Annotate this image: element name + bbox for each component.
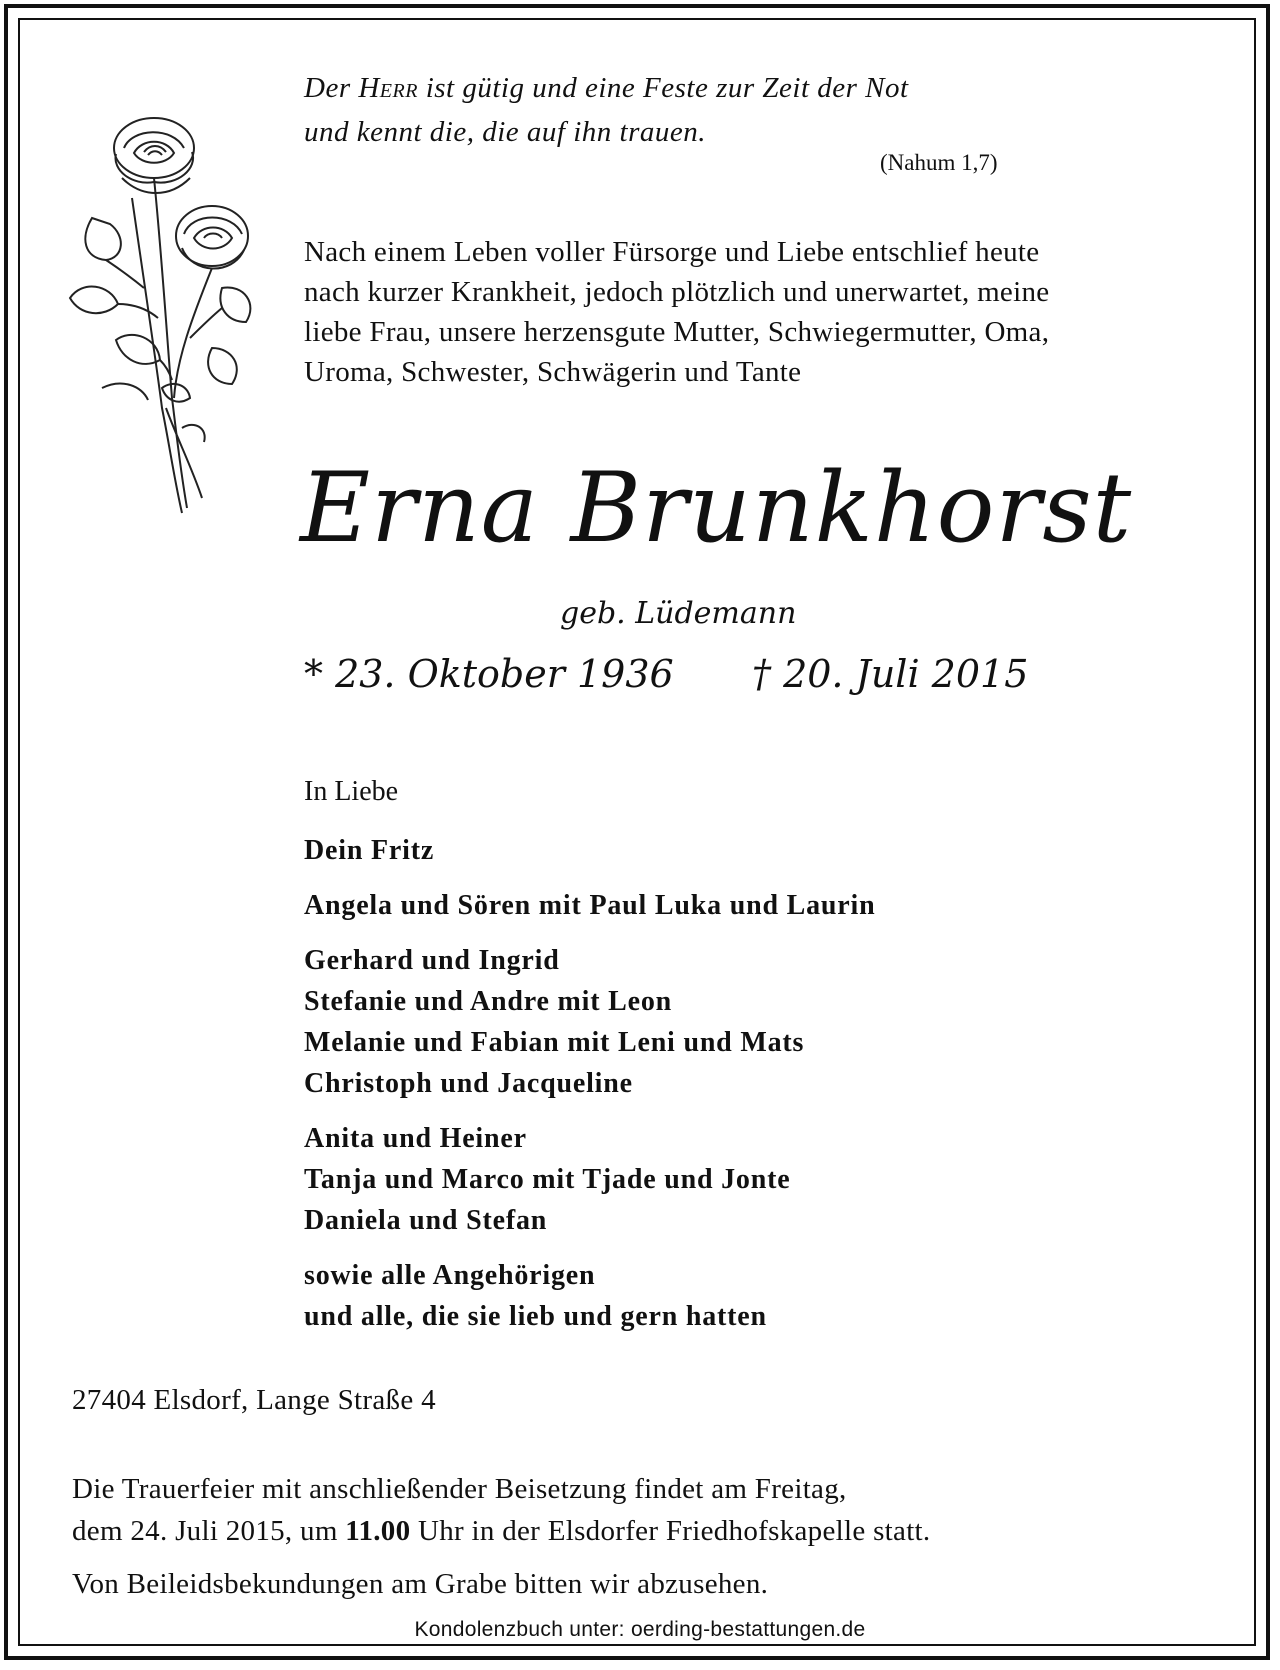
- ceremony-text: Uhr in der Elsdorfer Friedhofskapelle statt.: [410, 1515, 931, 1547]
- verse-text: ist gütig und eine Feste zur Zeit der Not: [417, 72, 909, 104]
- ceremony-info: [72, 1468, 1232, 1552]
- ceremony-line-2: [72, 1510, 1232, 1552]
- family-address: 27404 Elsdorf, Lange Straße 4: [72, 1384, 436, 1416]
- death-date: † 20. Juli 2015: [752, 652, 1029, 696]
- intro-text: [304, 232, 1224, 392]
- ceremony-text: dem 24. Juli 2015, um: [72, 1515, 346, 1547]
- mourner-line: Angela und Sören mit Paul Luka und Laurin: [304, 890, 876, 921]
- mourner-group: [304, 830, 875, 871]
- mourner-group: [304, 1118, 875, 1241]
- rose-illustration: [62, 108, 262, 528]
- mourner-line: Anita und Heiner: [304, 1123, 527, 1154]
- birth-date: * 23. Oktober 1936: [304, 652, 674, 696]
- deceased-name: Erna Brunkhorst: [300, 452, 1133, 564]
- verse-line-2: und kennt die, die auf ihn trauen.: [304, 116, 706, 148]
- verse-reference: (Nahum 1,7): [880, 150, 998, 175]
- mourner-line: sowie alle Angehörigen: [304, 1260, 596, 1291]
- mourner-line: Christoph und Jacqueline: [304, 1068, 633, 1099]
- in-love-label: In Liebe: [304, 776, 399, 807]
- verse-herr: Herr: [358, 72, 418, 104]
- intro-line: liebe Frau, unsere herzensgute Mutter, Schwiegermutter, Oma,: [304, 316, 1050, 348]
- ceremony-line-1: Die Trauerfeier mit anschließender Beisetzung findet am Freitag,: [72, 1473, 847, 1505]
- mourners-list: [304, 830, 875, 1351]
- intro-line: Uroma, Schwester, Schwägerin und Tante: [304, 356, 802, 388]
- mourner-group: [304, 940, 875, 1104]
- bible-verse: [304, 66, 1064, 154]
- mourner-group: [304, 885, 875, 926]
- verse-line-1: [304, 66, 1064, 110]
- mourner-line: Stefanie und Andre mit Leon: [304, 986, 673, 1017]
- intro-line: nach kurzer Krankheit, jedoch plötzlich und unerwartet, meine: [304, 276, 1050, 308]
- mourner-line: Melanie und Fabian mit Leni und Mats: [304, 1027, 805, 1058]
- verse-text: Der: [304, 72, 359, 104]
- intro-line: Nach einem Leben voller Fürsorge und Liebe entschlief heute: [304, 236, 1040, 268]
- condolence-request: Von Beileidsbekundungen am Grabe bitten wir abzusehen.: [72, 1568, 769, 1600]
- mourner-line: Gerhard und Ingrid: [304, 945, 560, 976]
- condolence-book-link[interactable]: Kondolenzbuch unter: oerding-bestattungen.de: [414, 1618, 866, 1641]
- ceremony-time: 11.00: [345, 1515, 411, 1547]
- mourner-line: und alle, die sie lieb und gern hatten: [304, 1301, 767, 1332]
- mourner-line: Dein Fritz: [304, 835, 435, 866]
- maiden-name: geb. Lüdemann: [560, 596, 797, 631]
- mourner-line: Daniela und Stefan: [304, 1205, 548, 1236]
- mourner-line: Tanja und Marco mit Tjade und Jonte: [304, 1164, 791, 1195]
- mourner-group: [304, 1255, 875, 1337]
